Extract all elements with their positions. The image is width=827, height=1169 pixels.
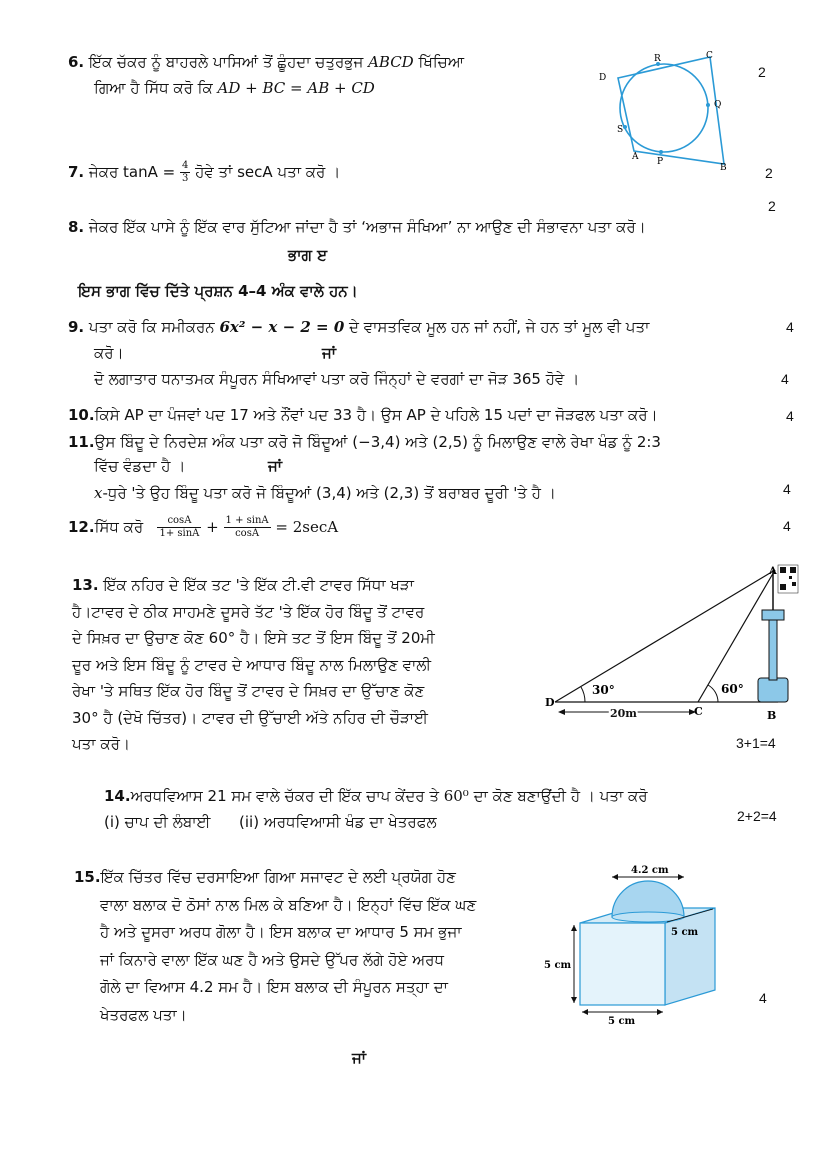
section-note: ਇਸ ਭਾਗ ਵਿੱਚ ਦਿੱਤੇ ਪ੍ਰਸ਼ਨ 4–4 ਅੰਕ ਵਾਲੇ ਹਨ। xyxy=(78,282,358,300)
q15-label-top: 4.2 cm xyxy=(631,865,669,876)
q11-or: ਜਾਂ xyxy=(268,457,283,475)
q12-f1-num: cosA xyxy=(157,515,201,528)
q14-line2: (i) ਚਾਪ ਦੀ ਲੰਬਾਈ (ii) ਅਰਧਵਿਆਸੀ ਖੰਡ ਦਾ ਖੇਤਰਫਲ xyxy=(104,813,437,831)
q9-equation: 6x² − x − 2 = 0 xyxy=(219,318,345,336)
q11-alt-marks: 4 xyxy=(783,481,791,497)
q13-line-7: ਪਤਾ ਕਰੋ। xyxy=(72,735,130,753)
q13-line-6: 30° ਹੈ (ਦੇਖੋ ਚਿੱਤਰ)। ਟਾਵਰ ਦੀ ਉੱਚਾਈ ਅੱਤੇ ਨਹਿਰ ਦੀ ਚੌੜਾਈ xyxy=(72,708,428,727)
q15-marks: 4 xyxy=(759,990,767,1006)
q9-text-b: ਦੇ ਵਾਸਤਵਿਕ ਮੂਲ ਹਨ ਜਾਂ ਨਹੀਂ, ਜੇ ਹਨ ਤਾਂ ਮੂਲ ਵੀ ਪਤਾ xyxy=(349,318,650,336)
q9-or: ਜਾਂ xyxy=(322,344,337,362)
q12-number: 12. xyxy=(68,518,95,536)
q6-text-line1: ਇੱਕ ਚੱਕਰ ਨੂੰ ਬਾਹਰਲੇ ਪਾਸਿਆਂ ਤੋਂ ਛੂੰਹਦਾ ਚਤੁਰਭੁਜ xyxy=(88,53,364,71)
q9-number: 9. xyxy=(68,318,85,336)
q13-label-angle-60: 60° xyxy=(721,682,744,696)
q15-line-6: ਖੇਤਰਫਲ ਪਤਾ। xyxy=(100,1005,187,1024)
q12-fraction-2 xyxy=(224,515,271,540)
q6-math-abcd: ABCD xyxy=(368,53,414,71)
q12-f2-num: 1 + sinA xyxy=(225,515,269,526)
q7-suffix: ਹੋਵੇ ਤਾਂ secA ਪਤਾ ਕਰੋ । xyxy=(195,163,341,181)
q8-marks: 2 xyxy=(768,198,776,214)
q13 xyxy=(72,572,435,758)
q13-label-c: C xyxy=(694,705,703,718)
section-title: ਭਾਗ ੲ xyxy=(288,246,328,264)
q14-marks: 2+2=4 xyxy=(737,808,777,824)
q9-alt: ਦੋ ਲਗਾਤਾਰ ਧਨਾਤਮਕ ਸੰਪੂਰਨ ਸੰਖਿਆਵਾਂ ਪਤਾ ਕਰੋ ਜਿੰਨ੍ਹਾਂ ਦੇ ਵਰਗਾਂ ਦਾ ਜੋੜ 365 ਹੋਵੇ । xyxy=(94,370,580,388)
q15-line-1: ਇੱਕ ਚਿੱਤਰ ਵਿੱਚ ਦਰਸਾਇਆ ਗਿਆ ਸਜਾਵਟ ਦੇ ਲਈ ਪ੍ਰਯੋਗ ਹੋਣ xyxy=(100,868,456,886)
q12-f1-den: 1+ sinA xyxy=(159,528,200,539)
q13-figure xyxy=(540,560,800,725)
q9 xyxy=(68,317,649,337)
q6-text-line1b: ਖਿੱਚਿਆ xyxy=(418,53,465,71)
q6-marks: 2 xyxy=(758,64,766,80)
q12-f2-den: cosA xyxy=(235,528,260,539)
q6-label-c: C xyxy=(706,51,713,61)
q15-label-depth: 5 cm xyxy=(671,927,699,938)
q11-line2: ਵਿੱਚ ਵੰਡਦਾ ਹੈ । xyxy=(94,457,186,475)
q8-text: ਜੇਕਰ ਇੱਕ ਪਾਸੇ ਨੂੰ ਇੱਕ ਵਾਰ ਸੁੱਟਿਆ ਜਾਂਦਾ ਹੈ ਤਾਂ ‘ਅਭਾਜ ਸੰਖਿਆ’ ਨਾ ਆਉਣ ਦੀ ਸੰਭਾਵਨਾ ਪਤਾ ਕਰੋ। xyxy=(88,218,646,236)
q7-marks: 2 xyxy=(765,165,773,181)
q12-prefix: ਸਿੱਧ ਕਰੋ xyxy=(94,518,144,536)
tower-pole xyxy=(769,618,777,680)
q7-fraction xyxy=(180,160,190,185)
q14-text-a: ਅਰਧਵਿਆਸ 21 ਸਮ ਵਾਲੇ ਚੱਕਰ ਦੀ ਇੱਕ ਚਾਪ ਕੇਂਦਰ ਤੇ xyxy=(130,787,439,805)
q13-marks: 3+1=4 xyxy=(736,735,776,751)
q13-line-3: ਦੇ ਸਿਖ਼ਰ ਦਾ ਉਚਾਣ ਕੋਣ 60° ਹੈ। ਇਸੇ ਤਟ ਤੋਂ ਇਸ ਬਿੰਦੂ ਤੋਂ 20ਮੀ xyxy=(72,629,435,647)
q11-alt xyxy=(94,483,556,503)
inscribed-circle xyxy=(620,64,708,152)
q12-rhs: = 2secA xyxy=(275,518,339,536)
q13-label-d: D xyxy=(545,696,555,709)
q11-text-line1: ਉਸ ਬਿੰਦੂ ਦੇ ਨਿਰਦੇਸ਼ ਅੰਕ ਪਤਾ ਕਰੋ ਜੋ ਬਿੰਦੂਆਂ (−3,4) ਅਤੇ (2,5) ਨੂੰ ਮਿਲਾਉਣ ਵਾਲੇ ਰੇਖਾ ਖੰਡ ਨੂੰ 2:3 xyxy=(94,433,661,451)
q15-label-bottom: 5 cm xyxy=(608,1016,636,1027)
tower-base xyxy=(758,678,788,702)
tower-platform xyxy=(762,610,784,620)
q13-label-distance: 20m xyxy=(610,707,637,720)
q9-alt-marks: 4 xyxy=(781,371,789,387)
q15 xyxy=(74,864,476,1029)
q11-alt-text: -ਧੁਰੇ 'ਤੇ ਉਹ ਬਿੰਦੂ ਪਤਾ ਕਰੋ ਜੋ ਬਿੰਦੂਆਂ (3,4) ਅਤੇ (2,3) ਤੋਂ ਬਰਾਬਰ ਦੂਰੀ 'ਤੇ ਹੈ । xyxy=(102,484,556,502)
q7-number: 7. xyxy=(68,163,85,181)
q8-number: 8. xyxy=(68,218,85,236)
q13-label-b: B xyxy=(767,709,777,722)
angle-arc-30 xyxy=(581,687,585,702)
q13-line-5: ਰੇਖਾ 'ਤੇ ਸਥਿਤ ਇੱਕ ਹੋਰ ਬਿੰਦੂ ਤੋਂ ਟਾਵਰ ਦੇ ਸਿਖ਼ਰ ਦਾ ਉੱਚਾਣ ਕੋਣ xyxy=(72,682,425,700)
cube-front-face xyxy=(580,923,665,1005)
q15-line-3: ਹੈ ਅਤੇ ਦੂਸਰਾ ਅਰਧ ਗੋਲਾ ਹੈ। ਇਸ ਬਲਾਕ ਦਾ ਆਧਾਰ 5 ਸਮ ਭੁਜਾ xyxy=(100,923,462,941)
q6-equation: AD + BC = AB + CD xyxy=(217,79,375,97)
q15-number: 15. xyxy=(74,868,101,886)
q12-marks: 4 xyxy=(783,518,791,534)
q6-figure xyxy=(590,48,740,178)
q8 xyxy=(68,217,646,237)
q7-prefix: ਜੇਕਰ tanA = xyxy=(88,163,176,181)
q13-line-1: ਇੱਕ ਨਹਿਰ ਦੇ ਇੱਕ ਤਟ 'ਤੇ ਇੱਕ ਟੀ.ਵੀ ਟਾਵਰ ਸਿੱਧਾ ਖੜਾ xyxy=(103,576,414,594)
q14-number: 14. xyxy=(104,787,131,805)
q10-text: ਕਿਸੇ AP ਦਾ ਪੰਜਵਾਂ ਪਦ 17 ਅਤੇ ਨੌਂਵਾਂ ਪਦ 33 ਹੈ। ਉਸ AP ਦੇ ਪਹਿਲੇ 15 ਪਦਾਂ ਦਾ ਜੋੜਫਲ ਪਤਾ ਕਰੋ। xyxy=(94,406,658,424)
q13-line-2: ਹੈ।ਟਾਵਰ ਦੇ ਠੀਕ ਸਾਹਮਣੇ ਦੂਸਰੇ ਤੱਟ 'ਤੇ ਇੱਕ ਹੋਰ ਬਿੰਦੂ ਤੋਂ ਟਾਵਰ xyxy=(72,602,425,621)
q14-angle: 60⁰ xyxy=(443,787,469,805)
q12-fraction-1 xyxy=(157,515,201,540)
q15-label-side: 5 cm xyxy=(544,960,572,971)
q11-number: 11. xyxy=(68,433,95,451)
q10-number: 10. xyxy=(68,406,95,424)
q7-frac-num: 4 xyxy=(181,160,189,171)
q15-line-4: ਜਾਂ ਕਿਨਾਰੇ ਵਾਲਾ ਇੱਕ ਘਣ ਹੈ ਅਤੇ ਉਸਦੇ ਉੱਪਰ ਲੱਗੇ ਹੋਏ ਅਰਧ xyxy=(100,950,444,969)
q11-alt-var: x xyxy=(94,484,103,502)
q9-line2: ਕਰੋ। xyxy=(94,344,124,362)
q6-text-line2: ਗਿਆ ਹੈ ਸਿੱਧ ਕਰੋ ਕਿ xyxy=(94,79,213,97)
q6 xyxy=(68,52,464,72)
q6-label-d: D xyxy=(599,73,607,83)
cube-side-face xyxy=(665,908,715,1005)
q10-marks: 4 xyxy=(786,408,794,424)
q12-plus: + xyxy=(206,518,219,536)
q13-number: 13. xyxy=(72,576,99,594)
q7 xyxy=(68,160,340,185)
q6-label-p: P xyxy=(657,157,664,167)
q6-label-b: B xyxy=(720,163,727,173)
q11 xyxy=(68,432,661,452)
q12 xyxy=(68,512,338,542)
q6-label-a: A xyxy=(632,152,639,162)
q7-frac-den: 3 xyxy=(181,173,189,184)
q6-label-q: Q xyxy=(714,100,722,110)
q9-text-a: ਪਤਾ ਕਰੋ ਕਿ ਸਮੀਕਰਨ xyxy=(88,318,215,336)
q6-number: 6. xyxy=(68,53,85,71)
q6-label-r: R xyxy=(654,54,661,64)
footer-or: ਜਾਂ xyxy=(352,1049,367,1067)
q13-line-4: ਦੂਰ ਅਤੇ ਇਸ ਬਿੰਦੂ ਨੂੰ ਟਾਵਰ ਦੇ ਆਧਾਰ ਬਿੰਦੂ ਨਾਲ ਮਿਲਾਉਣ ਵਾਲੀ xyxy=(72,655,431,674)
q15-line-5: ਗੋਲੇ ਦਾ ਵਿਆਸ 4.2 ਸਮ ਹੈ। ਇਸ ਬਲਾਕ ਦੀ ਸੰਪੂਰਨ ਸਤ੍ਹਾ ਦਾ xyxy=(100,978,448,996)
q13-label-a: A xyxy=(769,566,777,577)
q9-marks: 4 xyxy=(786,319,794,335)
q14-text-b: ਦਾ ਕੋਣ ਬਣਾਉਂਦੀ ਹੈ । ਪਤਾ ਕਰੋ xyxy=(473,787,648,805)
angle-arc-60 xyxy=(708,685,718,702)
q6-line2 xyxy=(94,78,375,98)
q15-line-2: ਵਾਲਾ ਬਲਾਕ ਦੋ ਠੋਸਾਂ ਨਾਲ ਮਿਲ ਕੇ ਬਣਿਆ ਹੈ। ਇਨ੍ਹਾਂ ਵਿੱਚ ਇੱਕ ਘਣ xyxy=(100,895,477,914)
q14 xyxy=(104,786,648,806)
q10 xyxy=(68,405,658,425)
q15-figure xyxy=(538,862,738,1027)
q6-label-s: S xyxy=(617,125,624,135)
q13-label-angle-30: 30° xyxy=(592,683,615,697)
